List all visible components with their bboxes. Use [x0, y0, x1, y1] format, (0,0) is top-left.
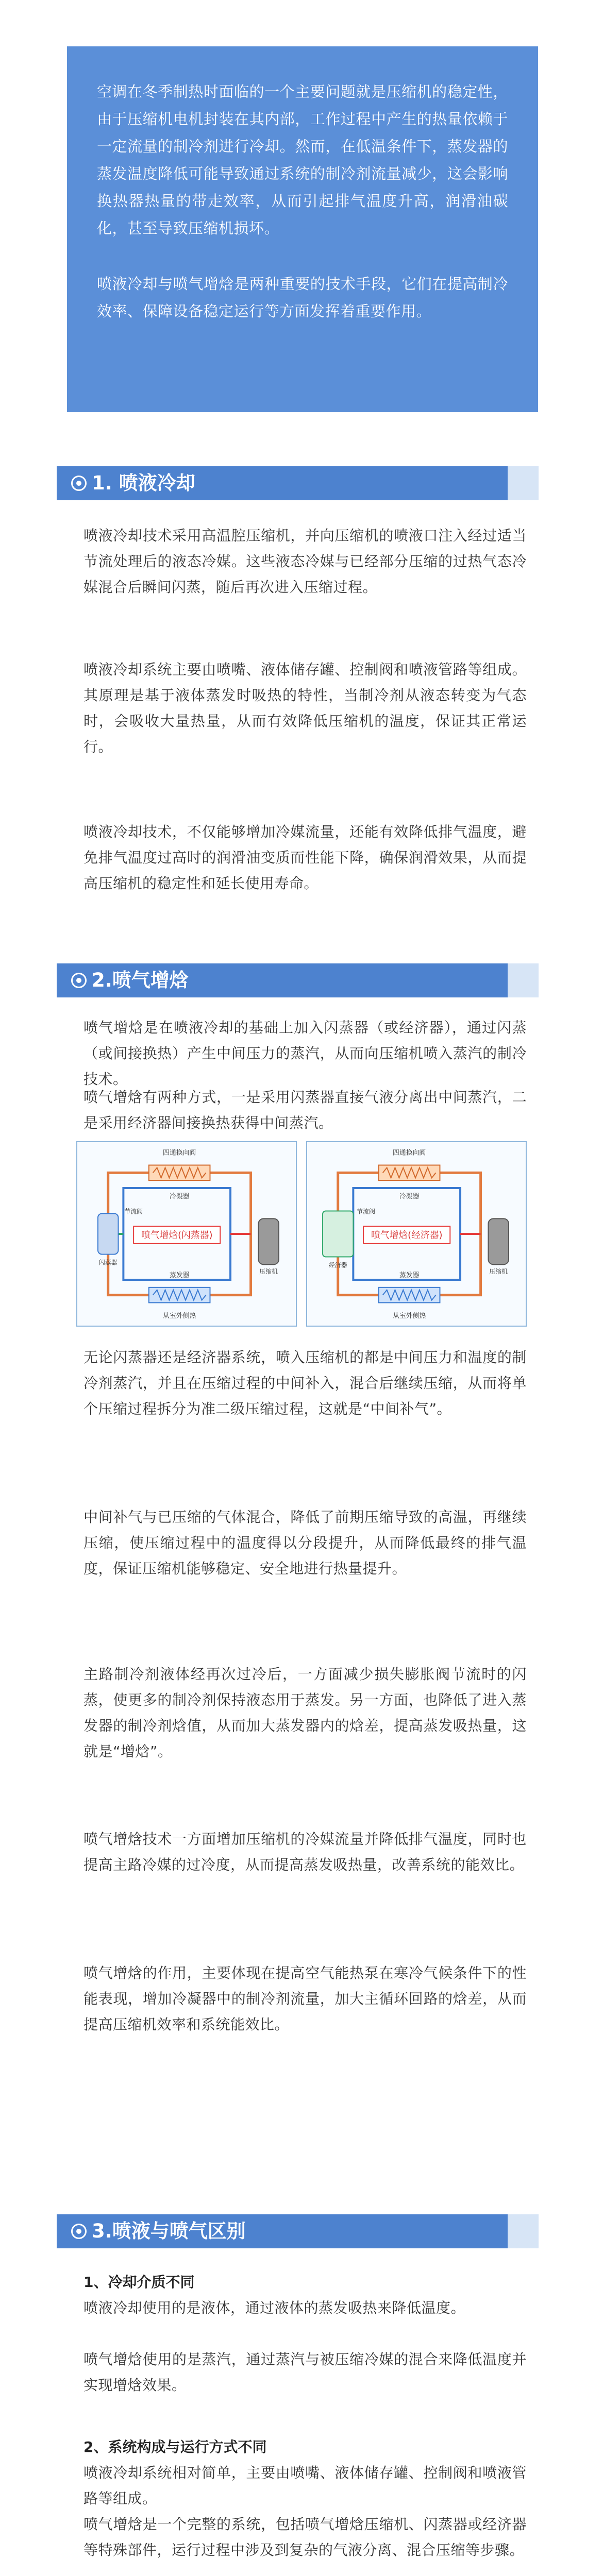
diagram-right-tag-3: 经济器	[328, 1261, 347, 1269]
difference-2-paragraph-2: 喷气增焓是一个完整的系统，包括喷气增焓压缩机、闪蒸器或经济器等特殊部件，运行过程中涉及到复杂的气液分离、混合压缩等步骤。	[83, 2516, 527, 2558]
diagram-right-top-label: 四通换向阀	[393, 1149, 426, 1157]
diagram-right-title: 喷气增焓(经济器)	[371, 1229, 443, 1241]
intro-paragraph-1: 空调在冬季制热时面临的一个主要问题就是压缩机的稳定性，由于压缩机电机封装在其内部，工作过程中产生的热量依赖于一定流量的制冷剂进行冷却。然而，在低温条件下，蒸发器的蒸发温度降低可能导致通过系统的制冷剂流量减少，这会影响换热器热量的带走效率，从而引起排气温度升高，润滑油碳化，甚至导致压缩机损坏。	[97, 83, 508, 237]
section-3-heading	[57, 2214, 539, 2248]
diagram-flash-tank	[76, 1141, 297, 1327]
section-1-paragraph-2: 喷液冷却系统主要由喷嘴、液体储存罐、控制阀和喷液管路等组成。其原理是基于液体蒸发时吸热的特性，当制冷剂从液态转变为气态时，会吸收大量热量，从而有效降低压缩机的温度，保证其正常运行。	[83, 661, 527, 755]
diagram-right-tag-1: 冷凝器	[399, 1192, 420, 1200]
section-1-paragraph-1: 喷液冷却技术采用高温腔压缩机，并向压缩机的喷液口注入经过适当节流处理后的液态冷媒。这些液态冷媒与已经部分压缩的过热气态冷媒混合后瞬间闪蒸，随后再次进入压缩过程。	[83, 527, 527, 596]
section-2-paragraph-6: 喷气增焓技术一方面增加压缩机的冷媒流量并降低排气温度，同时也提高主路冷媒的过冷度，从而提高蒸发吸热量，改善系统的能效比。	[83, 1831, 527, 1873]
difference-2-heading: 2、系统构成与运行方式不同	[83, 2438, 267, 2455]
refrigeration-diagram	[76, 1141, 527, 1327]
diagram-economizer	[306, 1141, 527, 1327]
diagram-right-tag-2: 蒸发器	[399, 1272, 420, 1280]
diagram-right-tag-4: 压缩机	[489, 1268, 508, 1276]
diagram-left-bottom-label: 从室外侧热	[163, 1312, 196, 1320]
section-2-paragraph-7: 喷气增焓的作用，主要体现在提高空气能热泵在寒冷气候条件下的性能表现，增加冷凝器中的制冷剂流量，加大主循环回路的焓差，从而提高压缩机效率和系统能效比。	[83, 1964, 527, 2033]
diagram-left-tag-2: 蒸发器	[169, 1272, 190, 1280]
diagram-right-bottom-label: 从室外侧热	[393, 1312, 426, 1320]
section-2-paragraph-3: 无论闪蒸器还是经济器系统，喷入压缩机的都是中间压力和温度的制冷剂蒸汽，并且在压缩过程的中间补入，混合后继续压缩，从而将单个压缩过程拆分为准二级压缩过程，这就是“中间补气”。	[83, 1349, 527, 1417]
intro-paragraph-2: 喷液冷却与喷气增焓是两种重要的技术手段，它们在提高制冷效率、保障设备稳定运行等方面发挥着重要作用。	[97, 275, 508, 320]
section-1-title: 1. 喷液冷却	[92, 472, 195, 494]
difference-1-paragraph-1: 喷液冷却使用的是液体，通过液体的蒸发吸热来降低温度。	[83, 2299, 466, 2316]
section-2-paragraph-1: 喷气增焓是在喷液冷却的基础上加入闪蒸器（或经济器），通过闪蒸（或间接换热）产生中间压力的蒸汽，从而向压缩机喷入蒸汽的制冷技术。	[83, 1019, 527, 1088]
diagram-left-tag-3: 闪蒸器	[98, 1259, 118, 1266]
section-2-heading	[57, 963, 539, 997]
difference-2-paragraph-1: 喷液冷却系统相对简单，主要由喷嘴、液体储存罐、控制阀和喷液管路等组成。	[83, 2464, 527, 2507]
diagram-left-tag-1: 冷凝器	[169, 1192, 190, 1200]
difference-1-paragraph-2: 喷气增焓使用的是蒸汽，通过蒸汽与被压缩冷媒的混合来降低温度并实现增焓效果。	[83, 2351, 527, 2394]
section-1-paragraph-3: 喷液冷却技术，不仅能够增加冷媒流量，还能有效降低排气温度，避免排气温度过高时的润滑油变质而性能下降，确保润滑效果，从而提高压缩机的稳定性和延长使用寿命。	[83, 823, 527, 892]
section-2-paragraph-2: 喷气增焓有两种方式，一是采用闪蒸器直接气液分离出中间蒸汽，二是采用经济器间接换热获得中间蒸汽。	[83, 1089, 527, 1131]
circle-bullet-icon	[71, 476, 87, 491]
diagram-left-side-label: 节流阀	[124, 1208, 143, 1215]
circle-bullet-icon	[71, 2224, 87, 2239]
section-1-heading	[57, 466, 539, 500]
diagram-left-tag-4: 压缩机	[259, 1268, 278, 1276]
diagram-right-side-label: 节流阀	[357, 1208, 375, 1215]
diagram-left-top-label: 四通换向阀	[163, 1149, 196, 1157]
section-2-title: 2.喷气增焓	[92, 969, 189, 991]
economizer-cycle-figure	[307, 1142, 526, 1326]
section-2-paragraph-5: 主路制冷剂液体经再次过冷后，一方面减少损失膨胀阀节流时的闪蒸，使更多的制冷剂保持液态用于蒸发。另一方面，也降低了进入蒸发器的制冷剂焓值，从而加大蒸发器内的焓差，提高蒸发吸热量，这就是“增焓”。	[83, 1666, 527, 1760]
diagram-left-title: 喷气增焓(闪蒸器)	[141, 1229, 213, 1241]
flash-tank-cycle-figure	[77, 1142, 296, 1326]
circle-bullet-icon	[71, 973, 87, 988]
section-2-paragraph-4: 中间补气与已压缩的气体混合，降低了前期压缩导致的高温，再继续压缩，使压缩过程中的温度得以分段提升，从而降低最终的排气温度，保证压缩机能够稳定、安全地进行热量提升。	[83, 1509, 527, 1577]
intro-box	[67, 46, 538, 412]
difference-1-heading: 1、冷却介质不同	[83, 2274, 195, 2291]
section-3-title: 3.喷液与喷气区别	[92, 2220, 246, 2242]
